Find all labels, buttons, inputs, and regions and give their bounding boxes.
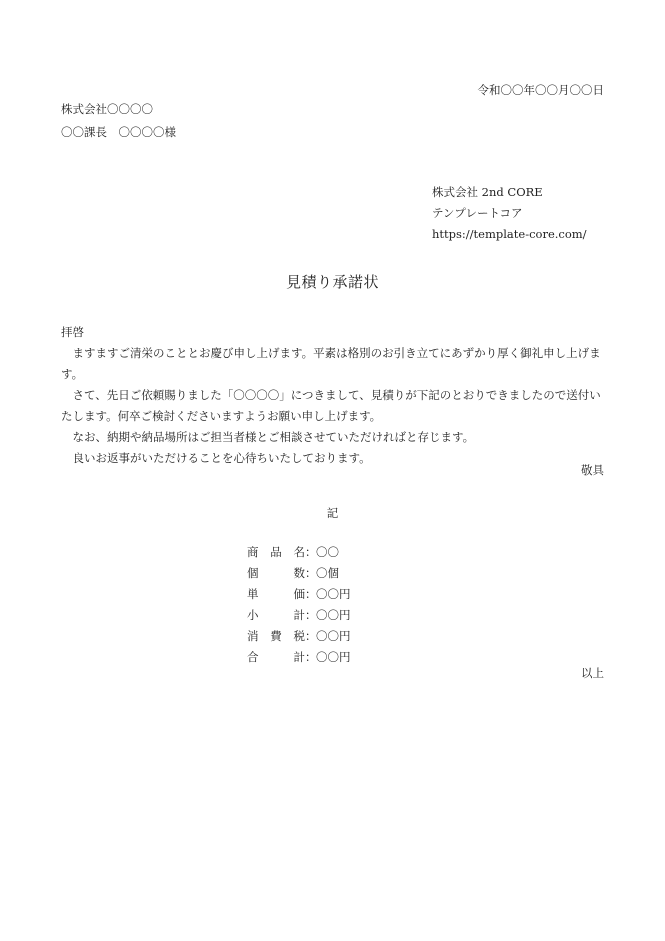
detail-colon: ： [305, 608, 317, 622]
closing-word: 敬具 [581, 463, 604, 477]
ending-word: 以上 [581, 666, 604, 680]
detail-value: 〇〇円 [316, 608, 351, 622]
detail-value: 〇〇円 [316, 629, 351, 643]
detail-value: 〇〇 [316, 545, 339, 559]
detail-value: 〇〇円 [316, 587, 351, 601]
detail-colon: ： [305, 545, 317, 559]
detail-colon: ： [305, 650, 317, 664]
detail-label: 小計 [247, 608, 305, 622]
document-date: 令和〇〇年〇〇月〇〇日 [477, 83, 604, 97]
detail-row-product [247, 542, 351, 563]
detail-label: 個数 [247, 566, 305, 580]
greeting: 拝啓 [61, 325, 84, 339]
paragraph: 良いお返事がいただけることを心待ちいたしております。 [72, 451, 371, 465]
document-title: 見積り承諾状 [285, 273, 379, 291]
paragraph: なお、納期や納品場所はご担当者様とご相談させていただければと存じます。 [72, 430, 475, 444]
detail-row-subtotal [247, 605, 351, 626]
detail-label: 商品名 [247, 545, 305, 559]
paragraph: ますますご清栄のこととお慶び申し上げます。平素は格別のお引き立てにあずかり厚く御礼申し上げます。 [61, 346, 601, 381]
detail-colon: ： [305, 587, 317, 601]
ki-heading: 記 [326, 506, 339, 520]
sender-company: 株式会社 2nd CORE [432, 185, 543, 199]
recipient-person: 〇〇課長 〇〇〇〇様 [61, 125, 176, 139]
detail-colon: ： [305, 566, 317, 580]
sender-url: https://template-core.com/ [432, 227, 587, 241]
sender-name: テンプレートコア [432, 206, 523, 220]
detail-row-total [247, 647, 351, 668]
paragraph: さて、先日ご依頼賜りました「〇〇〇〇」につきまして、見積りが下記のとおりできましたので送付いたします。何卒ご検討くださいますようお願い申し上げます。 [61, 388, 601, 423]
detail-label: 消費税 [247, 629, 305, 643]
detail-row-tax [247, 626, 351, 647]
detail-row-unit-price [247, 584, 351, 605]
detail-colon: ： [305, 629, 317, 643]
details-list [247, 542, 351, 668]
recipient-company: 株式会社〇〇〇〇 [61, 102, 153, 116]
detail-value: 〇個 [316, 566, 339, 580]
letter-body [61, 322, 606, 469]
detail-label: 合計 [247, 650, 305, 664]
detail-row-quantity [247, 563, 351, 584]
detail-label: 単価 [247, 587, 305, 601]
detail-value: 〇〇円 [316, 650, 351, 664]
sender-block [432, 184, 587, 247]
